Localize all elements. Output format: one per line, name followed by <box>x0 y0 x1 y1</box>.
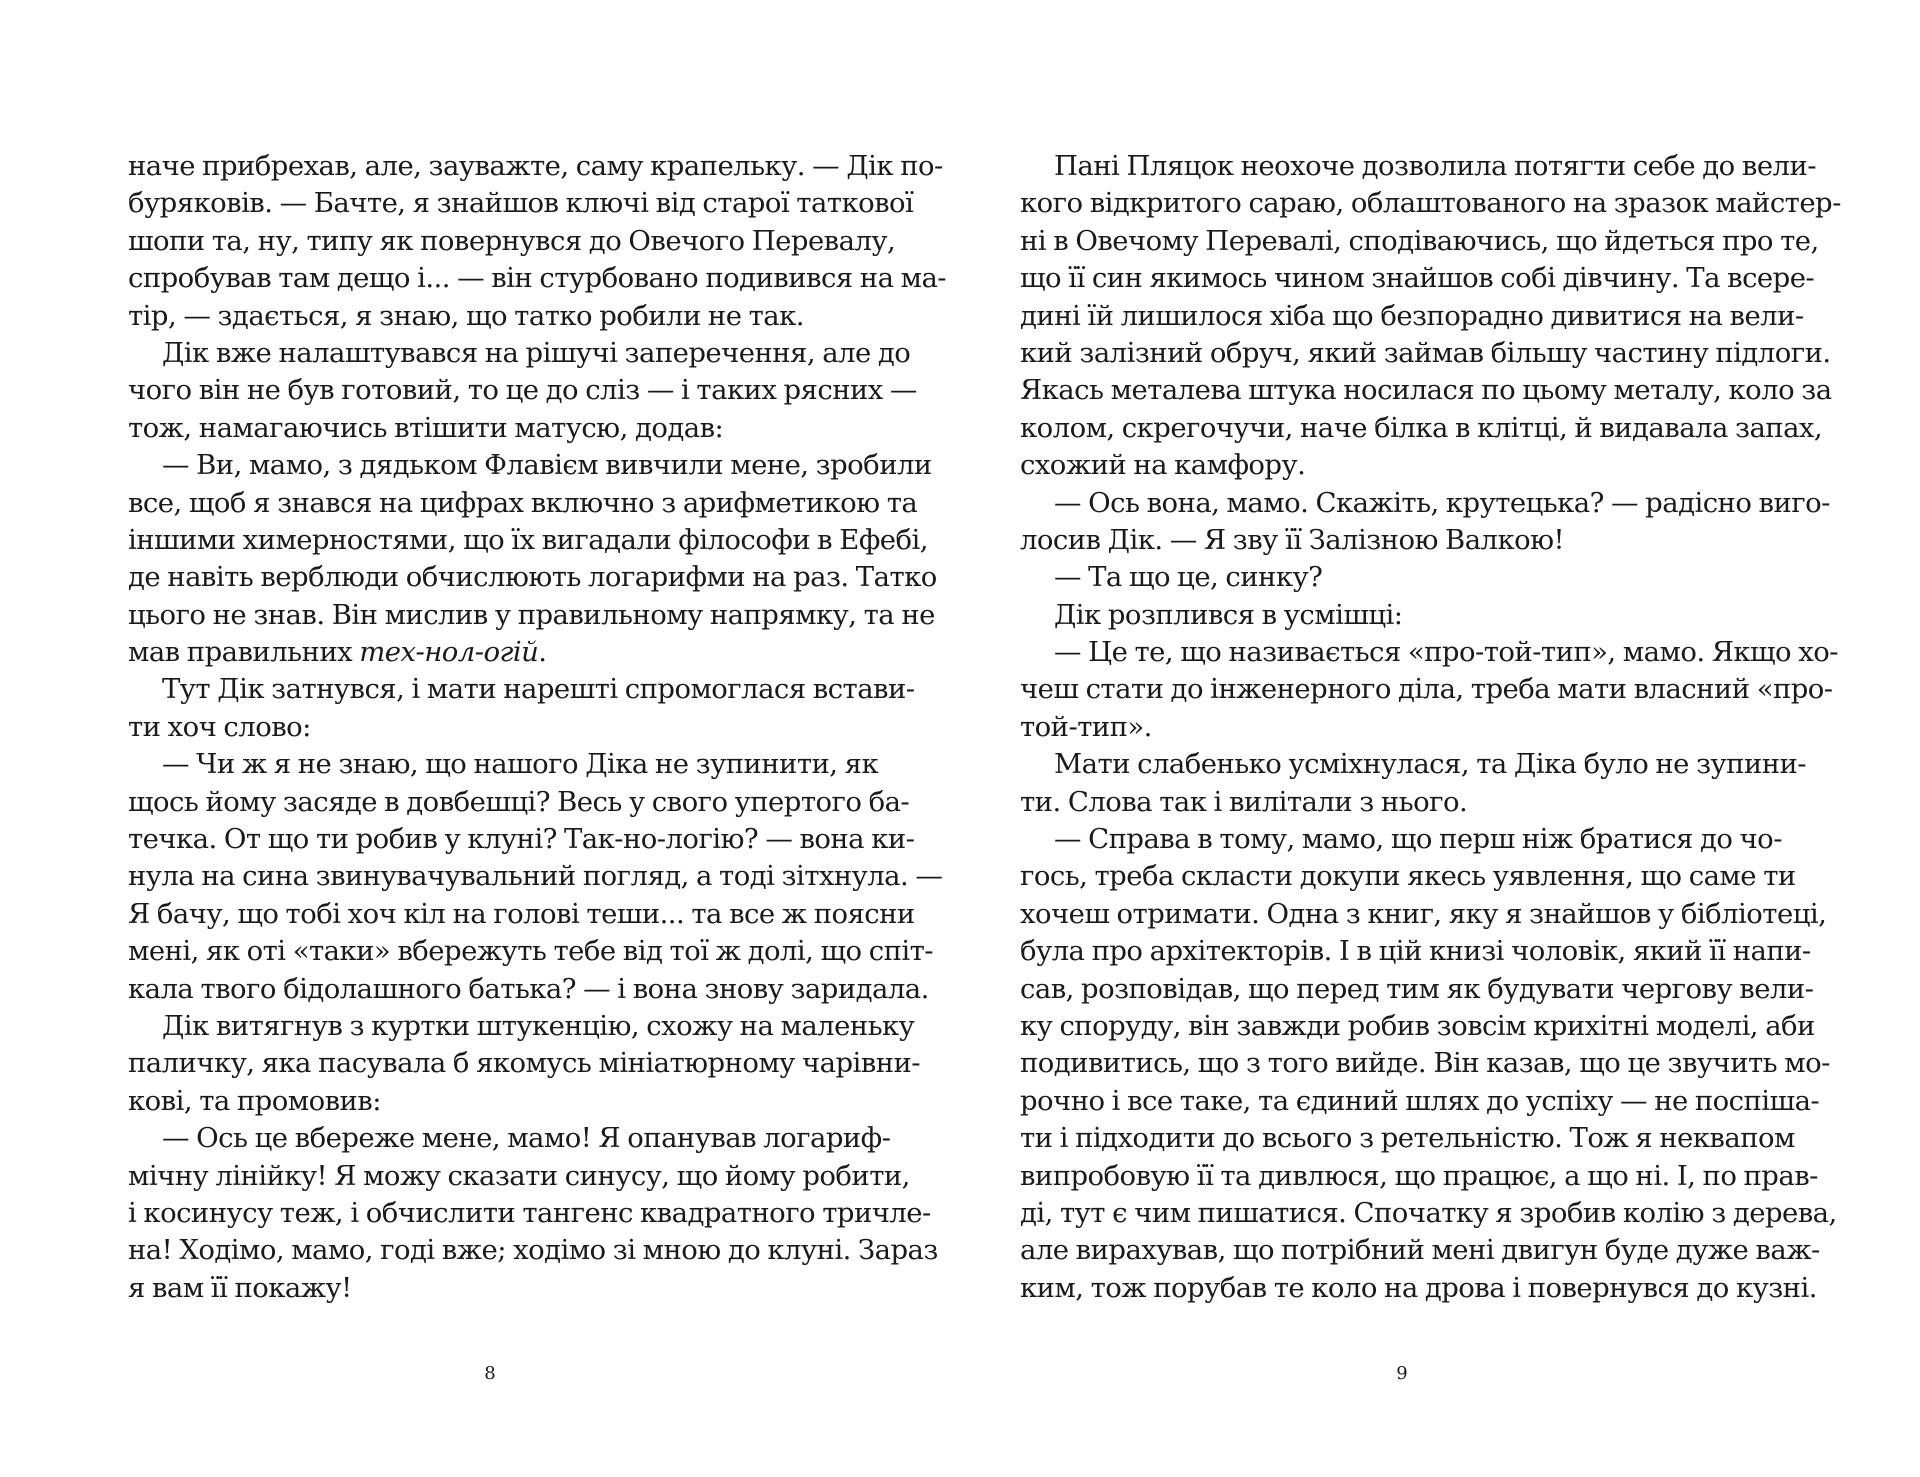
text-line: кого відкритого сараю, облаштованого на зразок майстер- <box>1020 187 1841 220</box>
text-line: випробовую її та дивлюся, що працює, а що ні. І, по прав- <box>1020 1159 1818 1192</box>
text-line: я вам її покажу! <box>128 1271 352 1304</box>
text-line: ти і підходити до всього з ретельністю. Тож я неквапом <box>1020 1122 1795 1155</box>
text-line: сав, розповідав, що перед тим як будувати чергову вели- <box>1020 972 1814 1005</box>
text-line: шопи та, ну, типу як повернувся до Овечого Перевалу, <box>128 224 896 257</box>
text-line: ку споруду, він завжди робив зовсім крихітні моделі, аби <box>1020 1009 1815 1042</box>
text-line: щось йому засяде в довбешці? Весь у свого упертого ба- <box>128 785 910 818</box>
text-line: тір, — здається, я знаю, що татко робили не так. <box>128 299 804 332</box>
text-line: мічну лінійку! Я можу сказати синусу, що йому робити, <box>128 1159 910 1192</box>
text-line: ти хоч слово: <box>128 710 311 743</box>
text-line: рочно і все таке, та єдиний шлях до успіху — не поспіша- <box>1020 1084 1820 1117</box>
text-line: де навіть верблюди обчислюють логарифми на раз. Татко <box>128 561 937 594</box>
right-page-text <box>1020 148 1841 1307</box>
text-line: колом, скрегочучи, наче білка в клітці, й видавала запах, <box>1020 411 1823 444</box>
text-line: — Ось вона, мамо. Скажіть, крутецька? — радісно виго- <box>1054 486 1830 519</box>
text-line: тож, намагаючись втішити матусю, додав: <box>128 411 724 444</box>
text-line: кий залізний обруч, який займав більшу частину підлоги. <box>1020 336 1831 369</box>
text-line: Дік вже налаштувався на рішучі заперечення, але до <box>162 336 911 369</box>
text-line: ні в Овечому Перевалі, сподіваючись, що йдеться про те, <box>1020 224 1819 257</box>
text-line: що її син якимось чином знайшов собі дівчину. Та всере- <box>1020 262 1815 295</box>
text-line: Дік розплився в усмішці: <box>1054 598 1403 631</box>
text-line: — Чи ж я не знаю, що нашого Діка не зупинити, як <box>162 748 879 781</box>
text-line: лосив Дік. — Я зву її Залізною Валкою! <box>1020 523 1565 556</box>
text-line: Якась металева штука носилася по цьому металу, коло за <box>1020 374 1832 407</box>
text-line: — Та що це, синку? <box>1054 561 1323 594</box>
text-line: подивитись, що з того вийде. Він казав, що це звучить мо- <box>1020 1047 1830 1080</box>
text-line: спробував там дещо і... — він стурбовано подивився на ма- <box>128 262 947 295</box>
text-line: але вирахував, що потрібний мені двигун буде дуже важ- <box>1020 1234 1820 1267</box>
text-line: ді, тут є чим пишатися. Спочатку я зробив колію з дерева, <box>1020 1196 1837 1229</box>
text-line: течка. От що ти робив у клуні? Так-но-логію? — вона ки- <box>128 823 915 856</box>
text-line: Тут Дік затнувся, і мати нарешті спромоглася встави- <box>162 673 915 706</box>
text-line: схожий на камфору. <box>1020 449 1306 482</box>
text-line: Мати слабенько усміхнулася, та Діка було не зупини- <box>1054 748 1807 781</box>
text-run: . <box>538 636 547 669</box>
text-line: той-тип». <box>1020 710 1152 743</box>
text-line <box>128 634 863 671</box>
text-line: гось, треба скласти докупи якесь уявлення, що саме ти <box>1020 860 1796 893</box>
text-line: паличку, яка пасувала б якомусь мініатюрному чарівни- <box>128 1047 921 1080</box>
text-line: дині їй лишилося хіба що безпорадно дивитися на вели- <box>1020 299 1804 332</box>
text-line: все, щоб я знався на цифрах включно з арифметикою та <box>128 486 918 519</box>
text-line: нула на сина звинувачувальний погляд, а тоді зітхнула. — <box>128 860 943 893</box>
text-run: мав правильних <box>128 636 360 669</box>
text-line: — Справа в тому, мамо, що перш ніж братися до чо- <box>1054 823 1782 856</box>
text-line: Дік витягнув з куртки штукенцію, схожу на маленьку <box>162 1009 915 1042</box>
text-line: ти. Слова так і вилітали з нього. <box>1020 785 1468 818</box>
text-line: кала твого бідолашного батька? — і вона знову заридала. <box>128 972 929 1005</box>
text-line: Пані Пляцок неохоче дозволила потягти себе до вели- <box>1054 150 1816 182</box>
text-line: і косинусу теж, і обчислити тангенс квадратного тричле- <box>128 1196 931 1229</box>
text-line: чеш стати до інженерного діла, треба мати власний «про- <box>1020 673 1833 706</box>
page-number: 9 <box>1396 1363 1408 1384</box>
text-line: на! Ходімо, мамо, годі вже; ходімо зі мною до клуні. Зараз <box>128 1234 938 1267</box>
text-line: — Ви, мамо, з дядьком Флавієм вивчили мене, зробили <box>162 449 932 482</box>
italic-text-run: тех-нол-огій <box>359 636 539 669</box>
text-line: була про архітекторів. І в цій книзі чоловік, який її напи- <box>1020 935 1811 968</box>
text-line: буряковів. — Бачте, я знайшов ключі від старої таткової <box>128 187 914 220</box>
right-page <box>960 0 1920 1477</box>
text-line: кові, та промовив: <box>128 1084 381 1117</box>
text-line: Я бачу, що тобі хоч кіл на голові теши... та все ж поясни <box>128 897 915 930</box>
page-number: 8 <box>484 1363 496 1384</box>
text-line: іншими химерностями, що їх вигадали філософи в Ефебі, <box>128 523 928 556</box>
text-line: чого він не був готовий, то це до сліз — і таких рясних — <box>128 374 917 407</box>
text-line: цього не знав. Він мислив у правильному напрямку, та не <box>128 598 935 631</box>
left-page-text <box>128 148 947 1307</box>
text-line: — Це те, що називається «про-той-тип», мамо. Якщо хо- <box>1054 636 1838 669</box>
text-line: мені, як оті «таки» вбережуть тебе від тої ж долі, що спіт- <box>128 935 934 968</box>
text-line: — Ось це вбереже мене, мамо! Я опанував логариф- <box>162 1122 891 1155</box>
text-line: ким, тож порубав те коло на дрова і повернувся до кузні. <box>1020 1271 1817 1304</box>
text-line: хочеш отримати. Одна з книг, яку я знайшов у бібліотеці, <box>1020 897 1827 930</box>
text-line: наче прибрехав, але, зауважте, саму крапельку. — Дік по- <box>128 150 943 182</box>
